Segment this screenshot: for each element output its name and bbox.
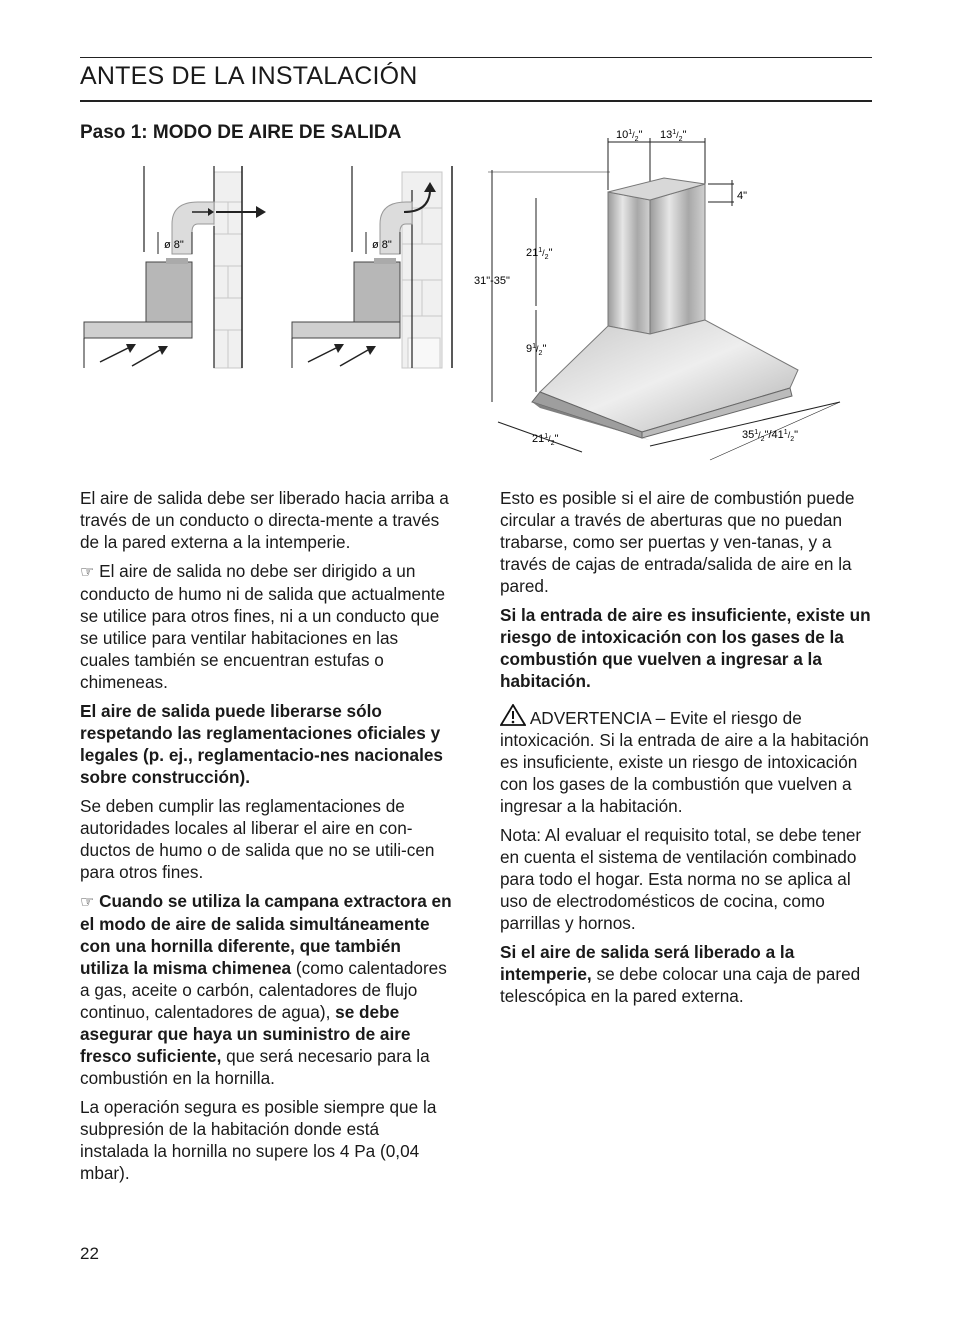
paragraph: Esto es posible si el aire de combustión puede circular a través de aberturas que no puedan trabarse, como ser puertas y ven-tanas, y a través de cajas de entrada/salida de aire en la pared. bbox=[500, 488, 855, 596]
left-column bbox=[80, 487, 452, 1191]
page-title: ANTES DE LA INSTALACIÓN bbox=[80, 62, 418, 90]
paragraph: El aire de salida debe ser liberado hacia arriba a través de un conducto o directa-mente a través de la pared externa a la intemperie. bbox=[80, 488, 449, 552]
note-paragraph: ☞ El aire de salida no debe ser dirigido a un conducto de humo ni de salida que actualmente se utilice para otros fines, ni a un conducto que se utilice para ventilar habitaciones en las cuales también se encuentran estufas o chimeneas. bbox=[80, 561, 446, 692]
page-number: 22 bbox=[80, 1244, 99, 1263]
bold-paragraph: El aire de salida puede liberarse sólo respetando las reglamentaciones oficiales y legales (p. ej., reglamentacio-nes nacionales sobre construcción). bbox=[80, 701, 443, 787]
step-heading: Paso 1: MODO DE AIRE DE SALIDA bbox=[80, 122, 402, 143]
warning-triangle-icon bbox=[500, 704, 526, 726]
right-column bbox=[500, 487, 875, 1014]
dim-21-upper: $21^1_{/2}$" bbox=[526, 247, 553, 261]
header-rule-top bbox=[80, 57, 872, 58]
header-rule-bottom bbox=[80, 100, 872, 102]
hood-dimensions-diagram bbox=[470, 120, 870, 465]
paragraph: Se deben cumplir las reglamentaciones de autoridades locales al liberar el aire en con-ductos de humo o de salida que no se utili-cen para otros fines. bbox=[80, 796, 435, 882]
exhaust-mode-illustration bbox=[80, 162, 460, 372]
exhaust-scene-wall bbox=[84, 164, 266, 368]
dim-top-b: $13^1_{/2}$" bbox=[660, 129, 687, 143]
dim-21-lower: $21^1_{/2}$" bbox=[532, 433, 559, 447]
dim-total: 31"-35" bbox=[474, 275, 510, 287]
paragraph: La operación segura es posible siempre que la subpresión de la habitación donde está instalada la hornilla no supere los 4 Pa (0,04 mbar). bbox=[80, 1097, 437, 1183]
dim-4: 4" bbox=[737, 190, 748, 202]
dim-top-a: $10^1_{/2}$" bbox=[616, 129, 643, 143]
pointing-hand-icon: ☞ bbox=[80, 562, 95, 581]
warning-paragraph: ADVERTENCIA – Evite el riesgo de intoxicación. Si la entrada de aire a la habitación es insuficiente, existe un riesgo de intoxicación con los gases de la combustión que vuelven a ingresar a la habitación. bbox=[500, 704, 875, 817]
bold-paragraph: Si la entrada de aire es insuficiente, existe un riesgo de intoxicación con los gases de la combustión que vuelven a ingresar a la habitación. bbox=[500, 605, 871, 691]
dim-35-41: $35^1_{/2}"/41^1_{/2}$" bbox=[742, 429, 799, 443]
paragraph: Si el aire de salida será liberado a la intemperie, se debe colocar una caja de pared telescópica en la pared externa. bbox=[500, 942, 861, 1006]
paragraph: Nota: Al evaluar el requisito total, se debe tener en cuenta el sistema de ventilación combinado para todo el hogar. Esta norma no se aplica al uso de electrodomésticos de cocina, como parrillas y hornos. bbox=[500, 825, 862, 933]
pointing-hand-icon: ☞ bbox=[80, 892, 95, 911]
diameter-label-1: ø 8" bbox=[164, 239, 184, 251]
exhaust-scene-chimney bbox=[292, 164, 452, 368]
diameter-label-2: ø 8" bbox=[372, 239, 392, 251]
note-paragraph: ☞ Cuando se utiliza la campana extractora en el modo de aire de salida simultáneamente con una hornilla diferente, que también utiliza la misma chimenea (como calentadores a gas, aceite o carbón, calentadores de flujo continuo, calentadores de agua), se debe asegurar que haya un suministro de aire fresco suficiente, que será necesario para la combustión en la hornilla. bbox=[80, 891, 452, 1088]
dim-9: $9^1_{/2}$" bbox=[526, 343, 547, 357]
